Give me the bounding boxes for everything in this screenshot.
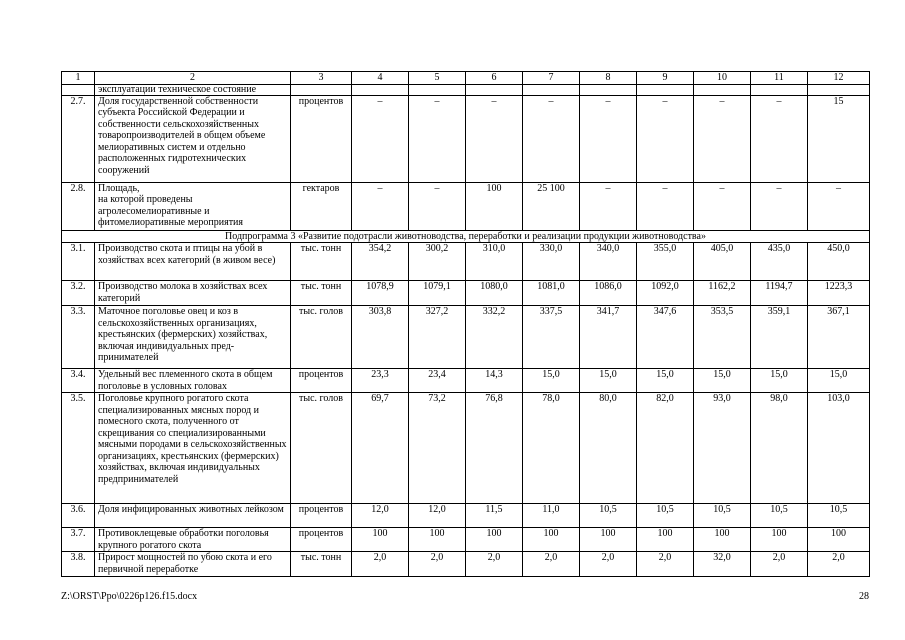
value-cell: 355,0 xyxy=(637,243,694,281)
value-cell: 15,0 xyxy=(637,369,694,393)
column-number-cell: 5 xyxy=(409,72,466,85)
value-cell: – xyxy=(751,95,808,182)
value-cell: 32,0 xyxy=(694,552,751,577)
value-cell: 15 xyxy=(808,95,870,182)
value-cell: 2,0 xyxy=(751,552,808,577)
value-cell: 1223,3 xyxy=(808,281,870,306)
value-cell xyxy=(580,84,637,95)
value-cell: 2,0 xyxy=(523,552,580,577)
value-cell: 1080,0 xyxy=(466,281,523,306)
value-cell xyxy=(409,84,466,95)
value-cell: – xyxy=(637,95,694,182)
indicator-name-cell: Площадь, на которой проведены агролесомелиоративные и фитомелиоративные мероприятия xyxy=(95,182,291,230)
value-cell xyxy=(291,84,352,95)
table-row xyxy=(62,182,870,230)
value-cell: 23,4 xyxy=(409,369,466,393)
row-number-cell: 2.8. xyxy=(62,182,95,230)
value-cell: 12,0 xyxy=(409,504,466,528)
row-number-cell: 3.7. xyxy=(62,528,95,552)
value-cell: 1194,7 xyxy=(751,281,808,306)
value-cell: – xyxy=(409,182,466,230)
row-number-cell: 3.1. xyxy=(62,243,95,281)
value-cell: 347,6 xyxy=(637,306,694,369)
value-cell: 1081,0 xyxy=(523,281,580,306)
value-cell: 12,0 xyxy=(352,504,409,528)
value-cell: – xyxy=(694,182,751,230)
value-cell: 100 xyxy=(637,528,694,552)
value-cell: 1092,0 xyxy=(637,281,694,306)
indicator-name-cell: Поголовье крупного рогатого скота специализированных мясных пород и помесного скота, полученного от скрещивания со специализированными мясными породами в сельскохозяйственных организациях, крестьянских (фермерских) хозяйствах, включая индивидуальных предпринимателей xyxy=(95,393,291,504)
value-cell: 11,0 xyxy=(523,504,580,528)
value-cell: 23,3 xyxy=(352,369,409,393)
indicator-name-cell: Прирост мощностей по убою скота и его первичной переработке xyxy=(95,552,291,577)
value-cell: – xyxy=(694,95,751,182)
value-cell: 93,0 xyxy=(694,393,751,504)
value-cell xyxy=(523,84,580,95)
value-cell: – xyxy=(409,95,466,182)
table-row xyxy=(62,306,870,369)
indicator-name-cell: Маточное поголовье овец и коз в сельскохозяйственных организациях, крестьянских (фермерских) хозяйствах, включая индивидуальных пред-принимателей xyxy=(95,306,291,369)
value-cell: 340,0 xyxy=(580,243,637,281)
column-number-cell: 6 xyxy=(466,72,523,85)
value-cell: 73,2 xyxy=(409,393,466,504)
indicator-name-cell: Производство скота и птицы на убой в хозяйствах всех категорий (в живом весе) xyxy=(95,243,291,281)
value-cell: 330,0 xyxy=(523,243,580,281)
value-cell xyxy=(808,84,870,95)
unit-cell: гектаров xyxy=(291,182,352,230)
value-cell: 76,8 xyxy=(466,393,523,504)
value-cell: 15,0 xyxy=(751,369,808,393)
indicator-name-cell: Производство молока в хозяйствах всех категорий xyxy=(95,281,291,306)
continuation-row xyxy=(62,84,870,95)
unit-cell: процентов xyxy=(291,504,352,528)
value-cell: 353,5 xyxy=(694,306,751,369)
value-cell: 100 xyxy=(694,528,751,552)
indicators-table xyxy=(61,71,870,577)
column-number-cell: 2 xyxy=(95,72,291,85)
unit-cell: тыс. голов xyxy=(291,306,352,369)
value-cell: 10,5 xyxy=(751,504,808,528)
indicator-name-cell: Противоклещевые обработки поголовья крупного рогатого скота xyxy=(95,528,291,552)
row-number-cell xyxy=(62,84,95,95)
value-cell: 69,7 xyxy=(352,393,409,504)
table-row xyxy=(62,243,870,281)
value-cell: 337,5 xyxy=(523,306,580,369)
value-cell: – xyxy=(466,95,523,182)
value-cell: – xyxy=(352,182,409,230)
value-cell: 82,0 xyxy=(637,393,694,504)
value-cell: 100 xyxy=(466,528,523,552)
value-cell: 25 100 xyxy=(523,182,580,230)
column-number-cell: 10 xyxy=(694,72,751,85)
value-cell: 354,2 xyxy=(352,243,409,281)
column-number-cell: 7 xyxy=(523,72,580,85)
value-cell: – xyxy=(523,95,580,182)
indicator-name-cell: Доля государственной собственности субъекта Российской Федерации и собственности сельскохозяйственных товаропроизводителей в общем объеме мелиоративных систем и отдельно расположенных гидротехнических сооружений xyxy=(95,95,291,182)
value-cell: 15,0 xyxy=(580,369,637,393)
value-cell xyxy=(466,84,523,95)
footer-page-number: 28 xyxy=(859,591,869,602)
value-cell: 2,0 xyxy=(466,552,523,577)
value-cell: 359,1 xyxy=(751,306,808,369)
unit-cell: тыс. тонн xyxy=(291,243,352,281)
unit-cell: процентов xyxy=(291,95,352,182)
value-cell: 100 xyxy=(808,528,870,552)
value-cell: 341,7 xyxy=(580,306,637,369)
value-cell: 2,0 xyxy=(637,552,694,577)
table-row xyxy=(62,504,870,528)
value-cell: 10,5 xyxy=(580,504,637,528)
value-cell: – xyxy=(580,182,637,230)
value-cell: 1079,1 xyxy=(409,281,466,306)
value-cell: 15,0 xyxy=(694,369,751,393)
value-cell xyxy=(637,84,694,95)
row-number-cell: 3.6. xyxy=(62,504,95,528)
row-number-cell: 3.4. xyxy=(62,369,95,393)
value-cell: 435,0 xyxy=(751,243,808,281)
value-cell: 98,0 xyxy=(751,393,808,504)
value-cell: 10,5 xyxy=(808,504,870,528)
table-row xyxy=(62,281,870,306)
value-cell: 1162,2 xyxy=(694,281,751,306)
value-cell: 80,0 xyxy=(580,393,637,504)
column-number-cell: 8 xyxy=(580,72,637,85)
row-number-cell: 2.7. xyxy=(62,95,95,182)
value-cell: 332,2 xyxy=(466,306,523,369)
value-cell: 10,5 xyxy=(694,504,751,528)
value-cell: 300,2 xyxy=(409,243,466,281)
value-cell: 100 xyxy=(409,528,466,552)
unit-cell: тыс. голов xyxy=(291,393,352,504)
value-cell: 78,0 xyxy=(523,393,580,504)
value-cell: 10,5 xyxy=(637,504,694,528)
table-row xyxy=(62,369,870,393)
value-cell: 405,0 xyxy=(694,243,751,281)
table-row xyxy=(62,393,870,504)
value-cell: – xyxy=(352,95,409,182)
column-number-row xyxy=(62,72,870,85)
value-cell: – xyxy=(808,182,870,230)
row-number-cell: 3.8. xyxy=(62,552,95,577)
value-cell: 310,0 xyxy=(466,243,523,281)
column-number-cell: 11 xyxy=(751,72,808,85)
value-cell: 100 xyxy=(466,182,523,230)
value-cell: 100 xyxy=(751,528,808,552)
column-number-cell: 9 xyxy=(637,72,694,85)
table-row xyxy=(62,95,870,182)
column-number-cell: 3 xyxy=(291,72,352,85)
value-cell: 1078,9 xyxy=(352,281,409,306)
unit-cell: процентов xyxy=(291,369,352,393)
unit-cell: процентов xyxy=(291,528,352,552)
row-number-cell: 3.3. xyxy=(62,306,95,369)
value-cell: 2,0 xyxy=(352,552,409,577)
column-number-cell: 4 xyxy=(352,72,409,85)
value-cell: 103,0 xyxy=(808,393,870,504)
value-cell: 2,0 xyxy=(808,552,870,577)
value-cell: 303,8 xyxy=(352,306,409,369)
value-cell: 14,3 xyxy=(466,369,523,393)
unit-cell: тыс. тонн xyxy=(291,552,352,577)
table-row xyxy=(62,552,870,577)
value-cell: 100 xyxy=(580,528,637,552)
row-number-cell: 3.5. xyxy=(62,393,95,504)
indicator-name-cell: Доля инфицированных животных лейкозом xyxy=(95,504,291,528)
value-cell: 367,1 xyxy=(808,306,870,369)
value-cell: 2,0 xyxy=(580,552,637,577)
value-cell: 327,2 xyxy=(409,306,466,369)
value-cell: – xyxy=(751,182,808,230)
subprogram-row xyxy=(62,230,870,243)
value-cell: – xyxy=(580,95,637,182)
table-row xyxy=(62,528,870,552)
indicator-name-cell: эксплуатации техническое состояние xyxy=(95,84,291,95)
value-cell: 2,0 xyxy=(409,552,466,577)
column-number-cell: 1 xyxy=(62,72,95,85)
value-cell xyxy=(694,84,751,95)
value-cell xyxy=(352,84,409,95)
value-cell: 450,0 xyxy=(808,243,870,281)
subprogram-title: Подпрограмма 3 «Развитие подотрасли животноводства, переработки и реализации продукции животноводства» xyxy=(62,230,870,243)
value-cell: 15,0 xyxy=(523,369,580,393)
value-cell: 100 xyxy=(352,528,409,552)
unit-cell: тыс. тонн xyxy=(291,281,352,306)
value-cell: 1086,0 xyxy=(580,281,637,306)
footer-file-path: Z:\ORST\Ppo\0226p126.f15.docx xyxy=(61,591,198,602)
value-cell: 15,0 xyxy=(808,369,870,393)
value-cell: 11,5 xyxy=(466,504,523,528)
value-cell: – xyxy=(637,182,694,230)
value-cell: 100 xyxy=(523,528,580,552)
value-cell xyxy=(751,84,808,95)
indicator-name-cell: Удельный вес племенного скота в общем поголовье в условных головах xyxy=(95,369,291,393)
column-number-cell: 12 xyxy=(808,72,870,85)
row-number-cell: 3.2. xyxy=(62,281,95,306)
